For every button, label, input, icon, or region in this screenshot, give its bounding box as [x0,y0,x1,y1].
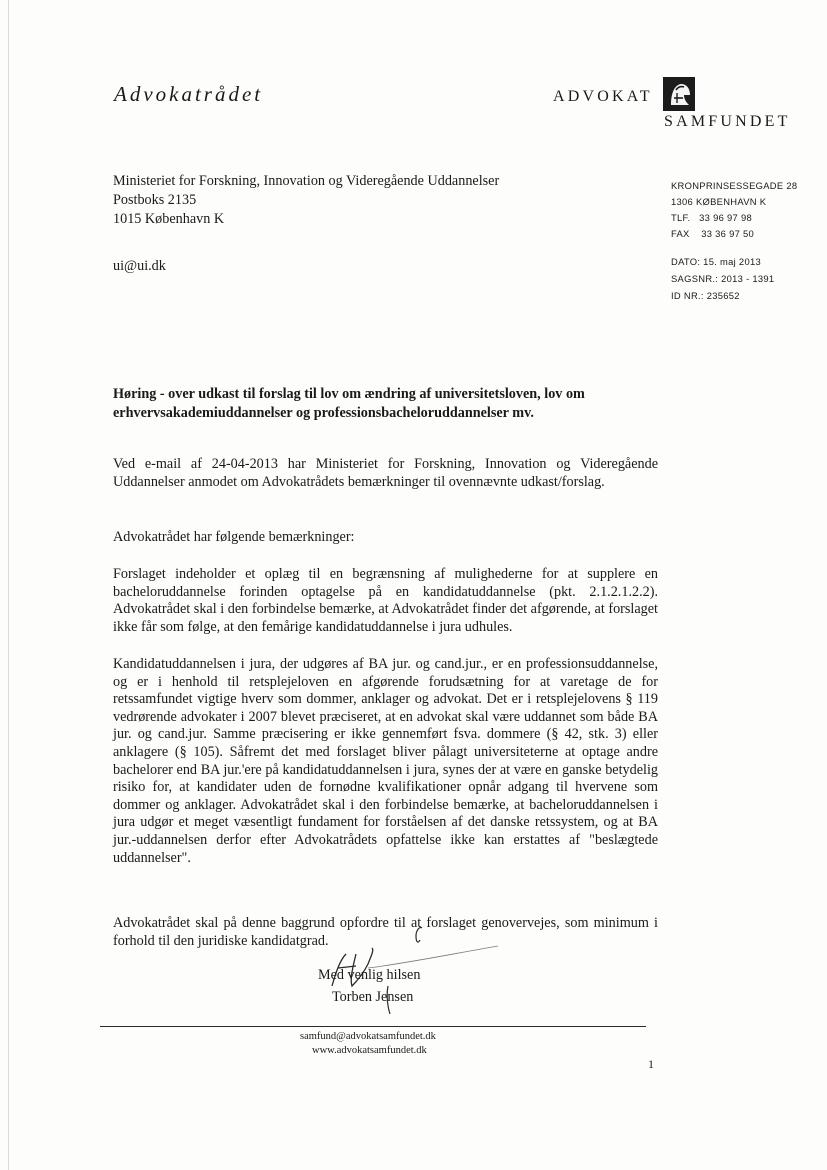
recipient-city: 1015 København K [113,211,225,227]
signatory-name: Torben Jensen [332,989,414,1005]
body-paragraph-2: Advokatrådet har følgende bemærkninger: [113,529,355,545]
sender-phone: TLF. 33 96 97 98 [671,212,752,223]
recipient-name: Ministeriet for Forskning, Innovation og Videregående Uddannelser [113,173,500,189]
footer-website: www.advokatsamfundet.dk [312,1045,427,1056]
page-number: 1 [648,1057,654,1071]
letter-subject: Høring - over udkast til forslag til lov om ændring af universitetsloven, lov om erhvervsakademiuddannelser og professionsbacheloruddannelser mv. [113,386,585,421]
closing-greeting: Med venlig hilsen [318,967,421,983]
helmet-emblem-icon [662,76,696,112]
body-paragraph-4: Kandidatuddannelsen i jura, der udgøres af BA jur. og cand.jur., er en professionsuddannelse, og er i henhold til retsplejeloven en afgørende forudsætning for at varetage de for retssamfundet vigtige hverv som dommer, anklager og advokat. Det er i retsplejelovens § 119 vedrørende advokater i 2007 blevet præciseret, at en advokat skal være uddannet som både BA jur. og cand.jur. Samme præcisering er ikke gennemført fsva. dommere (§ 42, stk. 3) eller anklagere (§ 105). Såfremt det med forslaget bliver pålagt universiteterne at optage andre bachelorer end BA jur.'ere på kandidatuddannelsen i jura, synes der at være en ganske betydelig risiko for, at kandidater uden de fornødne kvalifikationer opnår adgang til hvervene som dommer og anklager. Advokatrådet skal i den forbindelse bemærke, at bacheloruddannelsen i jura udgør et meget væsentligt fundament for forståelsen af det danske retssystem, og at BA jur.-uddannelsen derfor efter Advokatrådets opfattelse ikke kan erstattes af "beslægtede uddannelser". [113,656,658,866]
footer-divider [100,1026,646,1027]
recipient-postbox: Postboks 2135 [113,192,197,208]
body-paragraph-3: Forslaget indeholder et oplæg til en begrænsning af mulighederne for at supplere en bacheloruddannelse forinden optagelse på en kandidatuddannelse (pkt. 2.1.2.1.2.2). Advokatrådet skal i den forbindelse bemærke, at Advokatrådet finder det afgørende, at forslaget ikke får som følge, at den femårige kandidatuddannelse i jura udhules. [113,566,658,635]
case-number: SAGSNR.: 2013 - 1391 [671,273,775,284]
footer-email: samfund@advokatsamfundet.dk [300,1031,436,1042]
scan-edge-line [8,0,9,1170]
id-number: ID NR.: 235652 [671,290,740,301]
recipient-address [113,172,499,229]
sender-street: KRONPRINSESSEGADE 28 [671,180,798,191]
brand-name-advokatraadet: Advokatrådet [114,82,264,106]
body-paragraph-1: Ved e-mail af 24-04-2013 har Ministeriet for Forskning, Innovation og Videregående Uddannelser anmodet om Advokatrådets bemærkninger til ovennævnte udkast/forslag. [113,456,658,490]
letter-date: DATO: 15. maj 2013 [671,256,761,267]
body-paragraph-5: Advokatrådet skal på denne baggrund opfordre til at forslaget genovervejes, som minimum i forhold til den juridiske kandidatgrad. [113,915,658,949]
logo-text-samfundet: SAMFUNDET [664,113,791,130]
sender-postal: 1306 KØBENHAVN K [671,196,767,207]
recipient-email: ui@ui.dk [113,258,166,274]
logo-text-advokat: ADVOKAT [553,88,653,105]
sender-fax: FAX 33 36 97 50 [671,228,755,239]
